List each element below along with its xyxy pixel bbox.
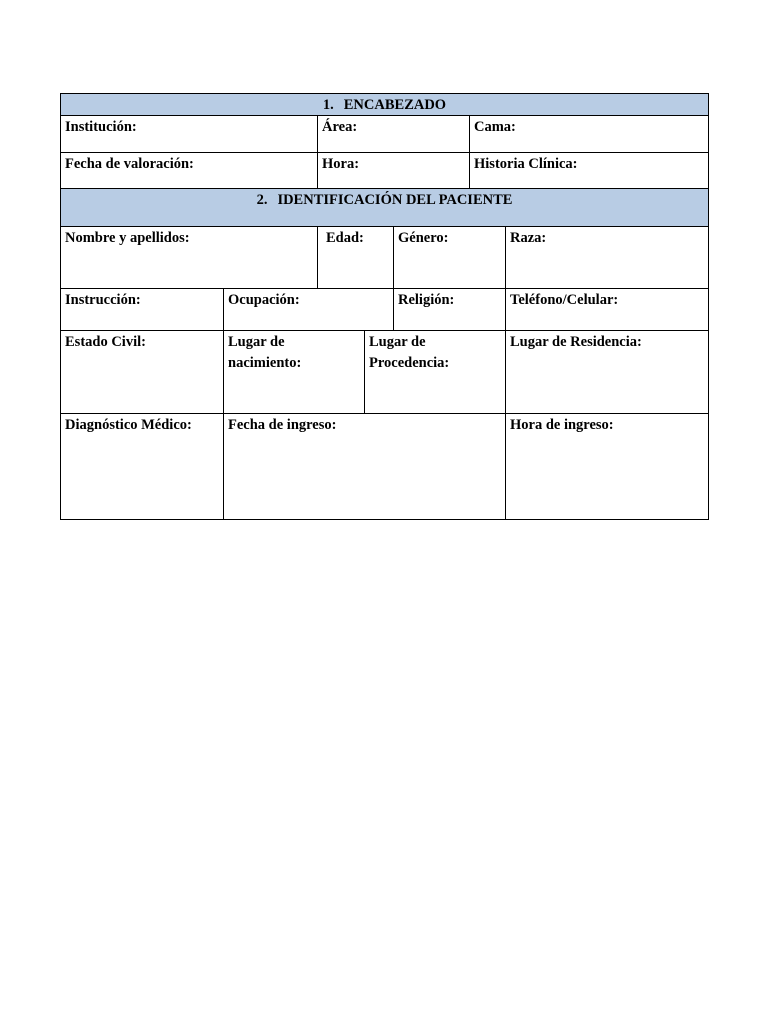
field-religion[interactable] [394, 289, 506, 331]
field-hora[interactable] [318, 153, 470, 189]
field-hora-ingreso[interactable] [506, 414, 708, 519]
label-area: Área: [322, 119, 358, 135]
section2-title: IDENTIFICACIÓN DEL PACIENTE [277, 192, 513, 208]
label-lugar-procedencia-line2: Procedencia: [369, 355, 450, 371]
label-lugar-nacimiento-line1: Lugar de [228, 334, 285, 350]
label-lugar-nacimiento-line2: nacimiento: [228, 355, 302, 371]
label-diagnostico: Diagnóstico Médico: [65, 417, 192, 433]
label-lugar-procedencia-line1: Lugar de [369, 334, 426, 350]
field-instruccion[interactable] [61, 289, 224, 331]
section2-number: 2. [256, 192, 268, 208]
label-raza: Raza: [510, 230, 547, 246]
label-telefono: Teléfono/Celular: [510, 292, 619, 308]
field-historia-clinica[interactable] [470, 153, 708, 189]
field-cama[interactable] [470, 116, 708, 153]
field-nombre-apellidos[interactable] [61, 227, 318, 289]
label-hora: Hora: [322, 156, 360, 172]
section2-header [61, 189, 708, 227]
field-lugar-procedencia[interactable] [365, 331, 506, 414]
field-estado-civil[interactable] [61, 331, 224, 414]
field-telefono[interactable] [506, 289, 708, 331]
label-instruccion: Instrucción: [65, 292, 141, 308]
section1-title: ENCABEZADO [343, 97, 447, 113]
label-edad: Edad: [326, 230, 364, 246]
field-genero[interactable] [394, 227, 506, 289]
field-ocupacion[interactable] [224, 289, 394, 331]
label-fecha-ingreso: Fecha de ingreso: [228, 417, 337, 433]
label-historia-clinica: Historia Clínica: [474, 156, 578, 172]
label-fecha-valoracion: Fecha de valoración: [65, 156, 194, 172]
field-fecha-ingreso[interactable] [224, 414, 506, 519]
field-area[interactable] [318, 116, 470, 153]
label-lugar-residencia: Lugar de Residencia: [510, 334, 642, 350]
label-religion: Religión: [398, 292, 455, 308]
field-raza[interactable] [506, 227, 708, 289]
patient-form [60, 93, 709, 520]
section1-number: 1. [322, 97, 334, 113]
label-genero: Género: [398, 230, 449, 246]
label-ocupacion: Ocupación: [228, 292, 300, 308]
section1-header [61, 94, 708, 116]
field-lugar-residencia[interactable] [506, 331, 708, 414]
label-cama: Cama: [474, 119, 516, 135]
label-estado-civil: Estado Civil: [65, 334, 146, 350]
field-fecha-valoracion[interactable] [61, 153, 318, 189]
field-diagnostico[interactable] [61, 414, 224, 519]
label-hora-ingreso: Hora de ingreso: [510, 417, 614, 433]
field-lugar-nacimiento[interactable] [224, 331, 365, 414]
label-institucion: Institución: [65, 119, 137, 135]
field-institucion[interactable] [61, 116, 318, 153]
field-edad[interactable] [318, 227, 394, 289]
label-nombre-apellidos: Nombre y apellidos: [65, 230, 190, 246]
